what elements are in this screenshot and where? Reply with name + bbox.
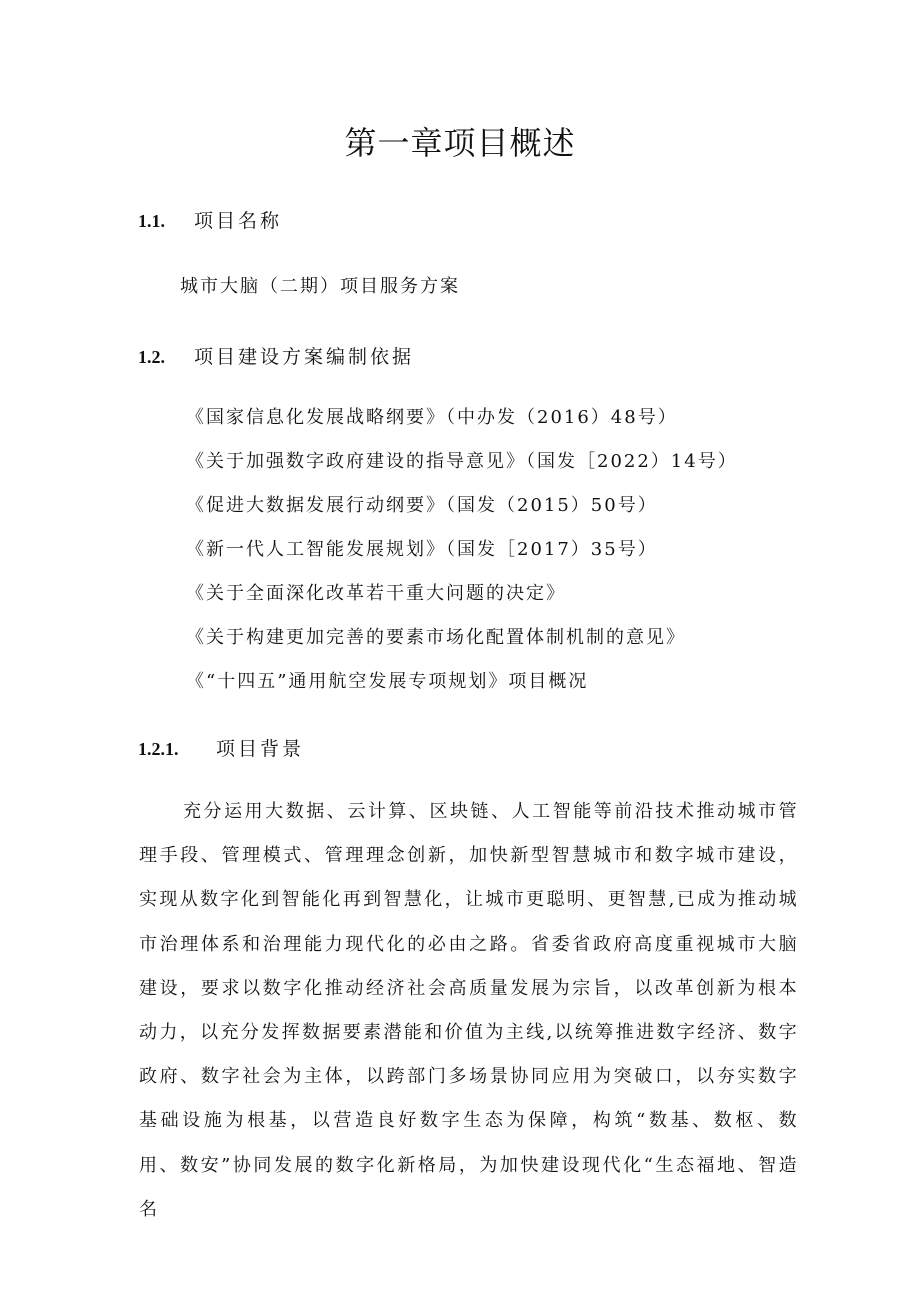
background-paragraph: 充分运用大数据、云计算、区块链、人工智能等前沿技术推动城市管理手段、管理模式、管理理念创新，加快新型智慧城市和数字城市建设，实现从数字化到智能化再到智慧化，让城市更聪明、更智慧,已成为推动城市治理体系和治理能力现代化的必由之路。省委省政府高度重视城市大脑建设，要求以数字化推动经济社会高质量发展为宗旨，以改革创新为根本动力，以充分发挥数据要素潜能和价值为主线,以统筹推进数字经济、数字政府、数字社会为主体，以跨部门多场景协同应用为突破口，以夯实数字基础设施为根基，以营造良好数字生态为保障，构筑“数基、数枢、数用、数安”协同发展的数字化新格局，为加快建设现代化“生态福地、智造名	[139, 801, 799, 1220]
list-item: 《“十四五”通用航空发展专项规划》项目概况	[186, 671, 589, 692]
list-item: 《国家信息化发展战略纲要》（中办发（2016）48号）	[186, 407, 678, 428]
basis-document-list	[186, 404, 738, 712]
section-number: 1.2.1.	[138, 739, 179, 759]
list-item: 《关于全面深化改革若干重大问题的决定》	[186, 583, 566, 604]
chapter-title: 第一章项目概述	[344, 124, 576, 162]
section-title: 项目名称	[194, 210, 283, 232]
list-item: 《新一代人工智能发展规划》（国发［2017）35号）	[186, 539, 658, 560]
section-heading-1-2-1	[138, 734, 304, 761]
section-heading-1-1	[138, 206, 282, 233]
project-name-text: 城市大脑（二期）项目服务方案	[180, 276, 460, 297]
list-item: 《促进大数据发展行动纲要》（国发（2015）50号）	[186, 495, 658, 516]
section-number: 1.1.	[138, 211, 165, 231]
section-title: 项目建设方案编制依据	[194, 346, 415, 368]
list-item: 《关于构建更加完善的要素市场化配置体制机制的意见》	[186, 627, 686, 648]
section-number: 1.2.	[138, 347, 165, 367]
list-item: 《关于加强数字政府建设的指导意见》（国发［2022）14号）	[186, 451, 738, 472]
section-title: 项目背景	[216, 738, 305, 760]
section-heading-1-2	[138, 342, 414, 369]
